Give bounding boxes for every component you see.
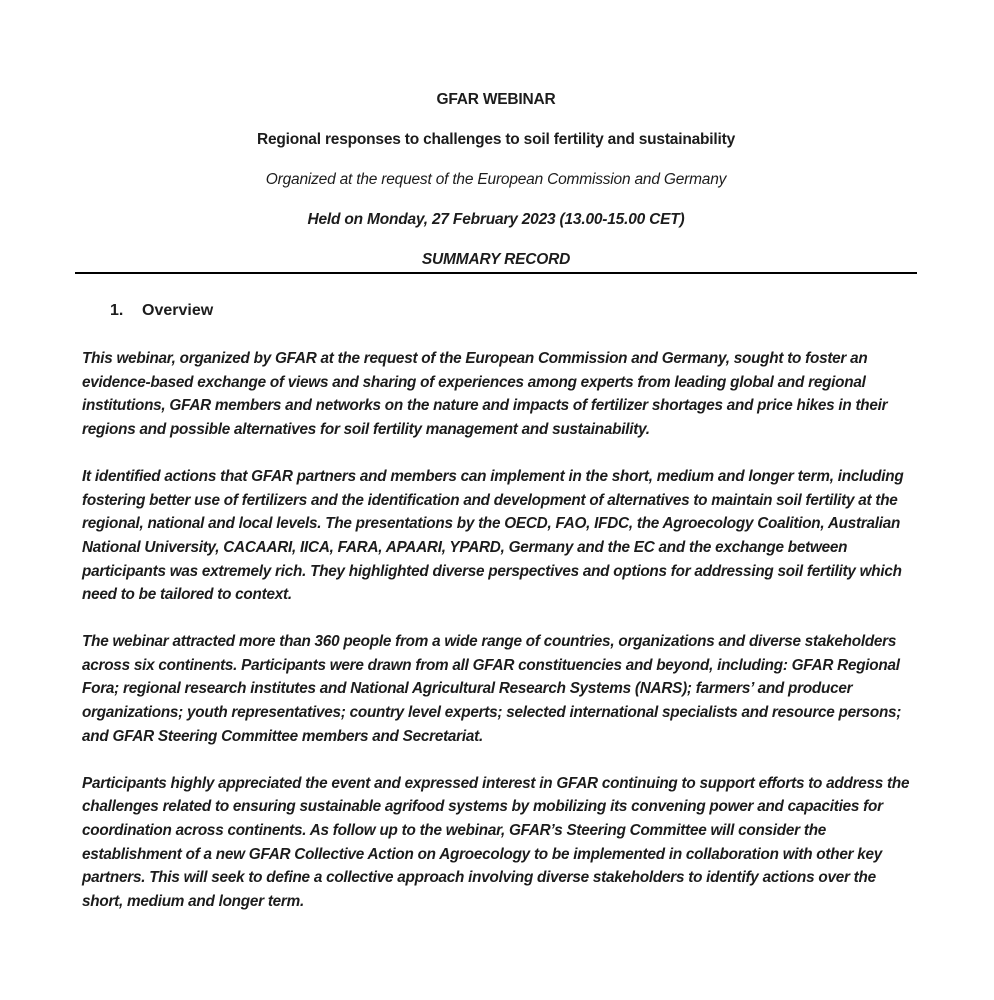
paragraph-overview-3: The webinar attracted more than 360 people from a wide range of countries, organizations and diverse stakeholders across six continents. Participants were drawn from all GFAR constituencies and beyond, including: GFAR Regional Fora; regional research institutes and National Agricultural Research Systems (NARS); farmers’ and producer organizations; youth representatives; country level experts; selected international specialists and resource persons; and GFAR Steering Committee members and Secretariat. — [82, 633, 902, 745]
doc-organizer-line: Organized at the request of the European Commission and Germany — [265, 171, 727, 188]
document-header — [82, 92, 910, 268]
doc-title: GFAR WEBINAR — [436, 91, 556, 108]
body-paragraphs — [82, 347, 910, 914]
doc-subtitle: Regional responses to challenges to soil fertility and sustainability — [256, 131, 735, 148]
section-title: Overview — [142, 302, 214, 319]
section-heading-overview — [110, 302, 910, 319]
paragraph-overview-2: It identified actions that GFAR partners and members can implement in the short, medium and longer term, including fostering better use of fertilizers and the identification and development of alternatives to maintain soil fertility at the regional, national and local levels. The presentations by the OECD, FAO, IFDC, the Agroecology Coalition, Australian National University, CACAARI, IICA, FARA, APAARI, YPARD, Germany and the EC and the exchange between participants was extremely rich. They highlighted diverse perspectives and options for addressing soil fertility which need to be tailored to context. — [82, 467, 904, 604]
paragraph-overview-1: This webinar, organized by GFAR at the request of the European Commission and Germany, sought to foster an evidence-based exchange of views and sharing of experiences among experts from leading global and regional institutions, GFAR members and networks on the nature and impacts of fertilizer shortages and price hikes in their regions and possible alternatives for soil fertility management and sustainability. — [82, 350, 888, 439]
section-number: 1. — [110, 302, 124, 319]
header-divider — [75, 272, 917, 274]
doc-date-line: Held on Monday, 27 February 2023 (13.00-15.00 CET) — [307, 211, 685, 228]
doc-record-label: SUMMARY RECORD — [421, 251, 571, 268]
paragraph-overview-4: Participants highly appreciated the event and expressed interest in GFAR continuing to support efforts to address the challenges related to ensuring sustainable agrifood systems by mobilizing its convening power and capacities for coordination across continents. As follow up to the webinar, GFAR’s Steering Committee will consider the establishment of a new GFAR Collective Action on Agroecology to be implemented in collaboration with other key partners. This will seek to define a collective approach involving diverse stakeholders to identify actions over the short, medium and longer term. — [82, 774, 910, 911]
